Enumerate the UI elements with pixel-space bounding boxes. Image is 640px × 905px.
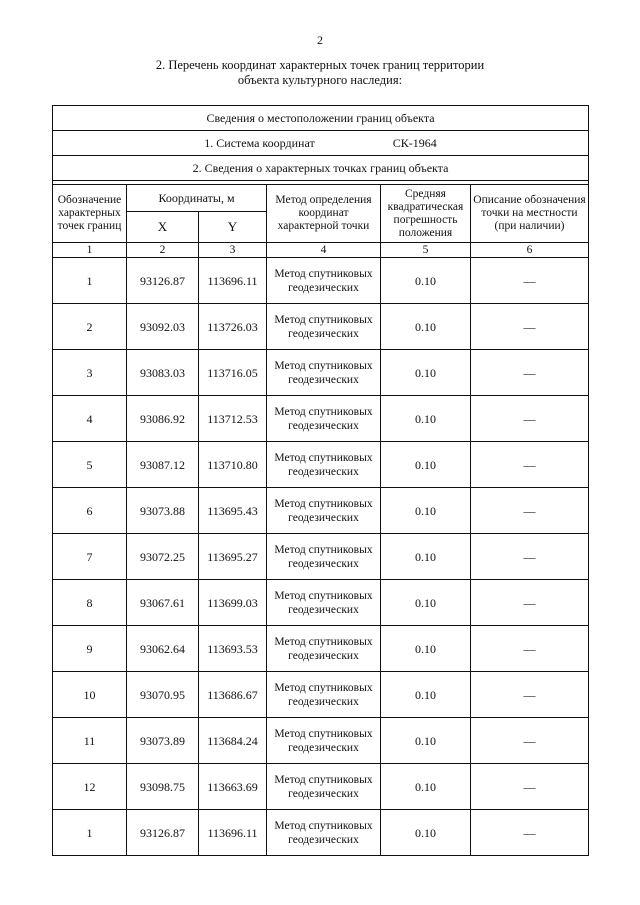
cell-point: 3 bbox=[53, 350, 127, 396]
table-row bbox=[53, 718, 589, 764]
cell-method: Метод спутниковых геодезических bbox=[267, 764, 381, 810]
cell-method: Метод спутниковых геодезических bbox=[267, 442, 381, 488]
cell-description: — bbox=[471, 350, 589, 396]
coordinate-system-row bbox=[53, 131, 589, 156]
cell-description: — bbox=[471, 580, 589, 626]
table-row bbox=[53, 626, 589, 672]
table-row bbox=[53, 810, 589, 856]
table-row bbox=[53, 488, 589, 534]
cell-y: 113695.27 bbox=[199, 534, 267, 580]
cell-x: 93072.25 bbox=[127, 534, 199, 580]
table-row bbox=[53, 350, 589, 396]
cell-description: — bbox=[471, 810, 589, 856]
cell-y: 113684.24 bbox=[199, 718, 267, 764]
cell-x: 93126.87 bbox=[127, 810, 199, 856]
cell-error: 0.10 bbox=[381, 488, 471, 534]
cell-error: 0.10 bbox=[381, 810, 471, 856]
table-row bbox=[53, 764, 589, 810]
cell-x: 93073.88 bbox=[127, 488, 199, 534]
cell-y: 113710.80 bbox=[199, 442, 267, 488]
table-row bbox=[53, 304, 589, 350]
cell-error: 0.10 bbox=[381, 396, 471, 442]
cell-y: 113696.11 bbox=[199, 810, 267, 856]
cell-point: 1 bbox=[53, 810, 127, 856]
coordinate-system-value: СК-1964 bbox=[392, 135, 437, 150]
cell-method: Метод спутниковых геодезических bbox=[267, 396, 381, 442]
cell-method: Метод спутниковых геодезических bbox=[267, 350, 381, 396]
cell-point: 1 bbox=[53, 258, 127, 304]
header-designation: Обозначение характерных точек границ bbox=[53, 185, 127, 243]
cell-method: Метод спутниковых геодезических bbox=[267, 672, 381, 718]
cell-method: Метод спутниковых геодезических bbox=[267, 258, 381, 304]
cell-error: 0.10 bbox=[381, 718, 471, 764]
document-heading bbox=[0, 58, 640, 88]
cell-point: 2 bbox=[53, 304, 127, 350]
cell-point: 10 bbox=[53, 672, 127, 718]
cell-method: Метод спутниковых геодезических bbox=[267, 534, 381, 580]
column-number: 6 bbox=[471, 243, 589, 258]
cell-description: — bbox=[471, 672, 589, 718]
cell-error: 0.10 bbox=[381, 580, 471, 626]
table-row bbox=[53, 396, 589, 442]
heading-line-1: 2. Перечень координат характерных точек границ территории bbox=[155, 58, 485, 72]
cell-x: 93098.75 bbox=[127, 764, 199, 810]
cell-point: 12 bbox=[53, 764, 127, 810]
header-method: Метод определения координат характерной точки bbox=[267, 185, 381, 243]
table-row bbox=[53, 672, 589, 718]
column-number: 4 bbox=[267, 243, 381, 258]
cell-description: — bbox=[471, 488, 589, 534]
cell-error: 0.10 bbox=[381, 534, 471, 580]
header-error: Средняя квадратическая погрешность положения bbox=[381, 185, 471, 243]
header-coordinates: Координаты, м bbox=[127, 185, 267, 212]
cell-point: 9 bbox=[53, 626, 127, 672]
column-number: 2 bbox=[127, 243, 199, 258]
cell-x: 93083.03 bbox=[127, 350, 199, 396]
column-number: 3 bbox=[199, 243, 267, 258]
cell-point: 8 bbox=[53, 580, 127, 626]
cell-description: — bbox=[471, 396, 589, 442]
cell-error: 0.10 bbox=[381, 304, 471, 350]
cell-method: Метод спутниковых геодезических bbox=[267, 488, 381, 534]
coordinate-system-label: 1. Система координат bbox=[204, 135, 315, 150]
cell-y: 113693.53 bbox=[199, 626, 267, 672]
table-row bbox=[53, 442, 589, 488]
cell-x: 93073.89 bbox=[127, 718, 199, 764]
cell-x: 93070.95 bbox=[127, 672, 199, 718]
table-row bbox=[53, 580, 589, 626]
cell-y: 113686.67 bbox=[199, 672, 267, 718]
cell-method: Метод спутниковых геодезических bbox=[267, 580, 381, 626]
cell-y: 113663.69 bbox=[199, 764, 267, 810]
cell-x: 93092.03 bbox=[127, 304, 199, 350]
table-row bbox=[53, 534, 589, 580]
page-number: 2 bbox=[317, 33, 323, 47]
cell-error: 0.10 bbox=[381, 350, 471, 396]
cell-x: 93126.87 bbox=[127, 258, 199, 304]
cell-x: 93067.61 bbox=[127, 580, 199, 626]
cell-point: 6 bbox=[53, 488, 127, 534]
cell-error: 0.10 bbox=[381, 442, 471, 488]
cell-description: — bbox=[471, 534, 589, 580]
cell-description: — bbox=[471, 258, 589, 304]
cell-y: 113695.43 bbox=[199, 488, 267, 534]
cell-y: 113699.03 bbox=[199, 580, 267, 626]
table-row bbox=[53, 258, 589, 304]
cell-point: 7 bbox=[53, 534, 127, 580]
cell-y: 113726.03 bbox=[199, 304, 267, 350]
cell-method: Метод спутниковых геодезических bbox=[267, 626, 381, 672]
cell-error: 0.10 bbox=[381, 258, 471, 304]
cell-method: Метод спутниковых геодезических bbox=[267, 810, 381, 856]
heading-line-2: объекта культурного наследия: bbox=[237, 73, 403, 87]
cell-error: 0.10 bbox=[381, 764, 471, 810]
cell-x: 93087.12 bbox=[127, 442, 199, 488]
cell-point: 5 bbox=[53, 442, 127, 488]
cell-method: Метод спутниковых геодезических bbox=[267, 718, 381, 764]
cell-y: 113696.11 bbox=[199, 258, 267, 304]
cell-description: — bbox=[471, 626, 589, 672]
cell-point: 11 bbox=[53, 718, 127, 764]
cell-error: 0.10 bbox=[381, 626, 471, 672]
column-number: 1 bbox=[53, 243, 127, 258]
cell-point: 4 bbox=[53, 396, 127, 442]
cell-description: — bbox=[471, 764, 589, 810]
cell-y: 113712.53 bbox=[199, 396, 267, 442]
section-label: 2. Сведения о характерных точках границ объекта bbox=[53, 156, 589, 181]
cell-error: 0.10 bbox=[381, 672, 471, 718]
header-description: Описание обозначения точки на местности (при наличии) bbox=[471, 185, 589, 243]
coordinates-table bbox=[52, 105, 589, 856]
header-x: X bbox=[127, 212, 199, 243]
cell-y: 113716.05 bbox=[199, 350, 267, 396]
table-title: Сведения о местоположении границ объекта bbox=[53, 106, 589, 131]
cell-method: Метод спутниковых геодезических bbox=[267, 304, 381, 350]
cell-description: — bbox=[471, 718, 589, 764]
cell-x: 93086.92 bbox=[127, 396, 199, 442]
cell-x: 93062.64 bbox=[127, 626, 199, 672]
column-number: 5 bbox=[381, 243, 471, 258]
cell-description: — bbox=[471, 304, 589, 350]
cell-description: — bbox=[471, 442, 589, 488]
header-y: Y bbox=[199, 212, 267, 243]
